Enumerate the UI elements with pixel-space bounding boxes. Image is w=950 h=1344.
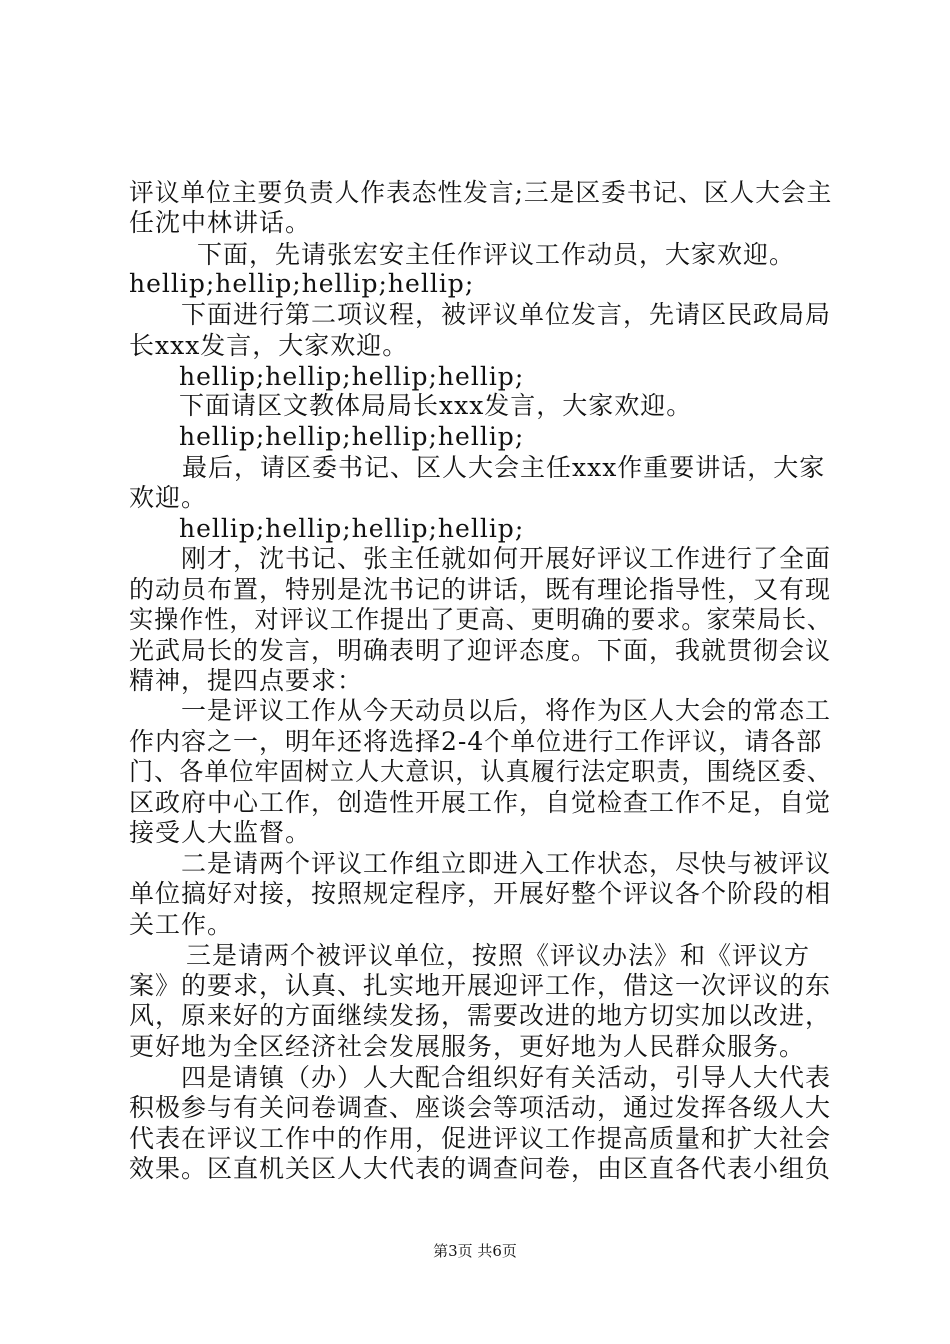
- text-line: 作内容之一，明年还将选择2-4个单位进行工作评议，请各部: [129, 727, 823, 756]
- text-line: 案》的要求，认真、扎实地开展迎评工作，借这一次评议的东: [129, 971, 832, 1000]
- text-line: 接受人大监督。: [129, 818, 312, 847]
- text-line: 光武局长的发言，明确表明了迎评态度。下面，我就贯彻会议: [129, 636, 832, 665]
- text-line: 区政府中心工作，创造性开展工作，自觉检查工作不足，自觉: [129, 788, 832, 817]
- text-line: 代表在评议工作中的作用，促进评议工作提高质量和扩大社会: [129, 1124, 832, 1153]
- text-line: 长xxx发言，大家欢迎。: [129, 331, 409, 360]
- text-line: 的动员布置，特别是沈书记的讲话，既有理论指导性，又有现: [129, 575, 832, 604]
- text-line: 效果。区直机关区人大代表的调查问卷，由区直各代表小组负: [129, 1154, 832, 1183]
- text-line: 关工作。: [129, 910, 234, 939]
- text-line: 刚才，沈书记、张主任就如何开展好评议工作进行了全面: [181, 544, 832, 573]
- text-line: 下面请区文教体局局长xxx发言，大家欢迎。: [179, 391, 693, 420]
- text-line: 单位搞好对接，按照规定程序，开展好整个评议各个阶段的相: [129, 879, 832, 908]
- text-line: hellip;hellip;hellip;hellip;: [129, 269, 475, 298]
- text-line: 下面进行第二项议程，被评议单位发言，先请区民政局局: [181, 300, 832, 329]
- text-line: hellip;hellip;hellip;hellip;: [179, 362, 525, 391]
- text-line: 一是评议工作从今天动员以后，将作为区人大会的常态工: [181, 696, 832, 725]
- text-line: 风，原来好的方面继续发扬，需要改进的地方切实加以改进，: [129, 1001, 832, 1030]
- text-line: 更好地为全区经济社会发展服务，更好地为人民群众服务。: [129, 1032, 806, 1061]
- text-line: 三是请两个被评议单位，按照《评议办法》和《评议方: [186, 941, 811, 970]
- text-line: 任沈中林讲话。: [129, 208, 312, 237]
- text-line: 门、各单位牢固树立人大意识，认真履行法定职责，围绕区委、: [129, 757, 833, 786]
- text-line: 下面，先请张宏安主任作评议工作动员，大家欢迎。: [197, 240, 796, 269]
- text-line: 积极参与有关问卷调查、座谈会等项活动，通过发挥各级人大: [129, 1093, 832, 1122]
- text-line: 二是请两个评议工作组立即进入工作状态，尽快与被评议: [181, 849, 832, 878]
- text-line: 实操作性，对评议工作提出了更高、更明确的要求。家荣局长、: [129, 605, 833, 634]
- text-line: 评议单位主要负责人作表态性发言;三是区委书记、区人大会主: [129, 178, 833, 207]
- text-line: 欢迎。: [129, 483, 208, 512]
- text-line: hellip;hellip;hellip;hellip;: [179, 422, 525, 451]
- text-line: 四是请镇（办）人大配合组织好有关活动，引导人大代表: [181, 1063, 832, 1092]
- page-number-footer: 第3页 共6页: [433, 1242, 517, 1260]
- text-line: 最后，请区委书记、区人大会主任xxx作重要讲话，大家: [182, 453, 826, 482]
- text-line: hellip;hellip;hellip;hellip;: [179, 514, 525, 543]
- text-line: 精神，提四点要求：: [129, 666, 364, 695]
